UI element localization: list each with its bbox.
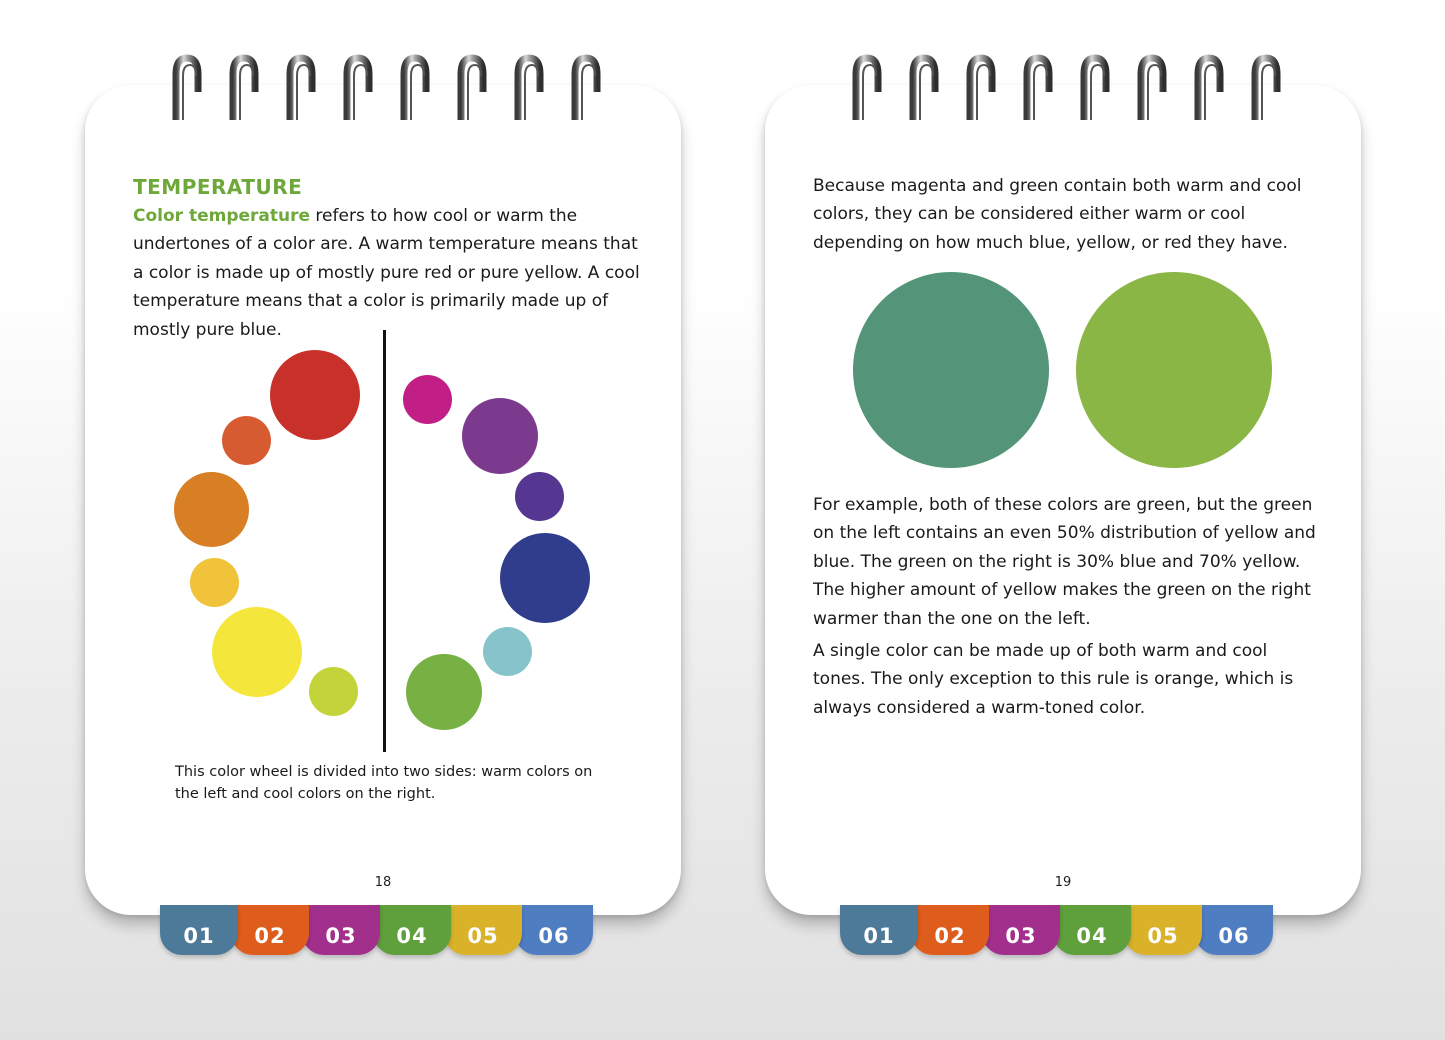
wheel-caption: This color wheel is divided into two sides: warm colors on the left and cool colors on the right.	[175, 764, 593, 802]
intro-paragraph	[133, 202, 645, 344]
paragraph-magenta-green: Because magenta and green contain both warm and cool colors, they can be considered either warm or cool depending on how much blue, yellow, or red they have.	[813, 176, 1302, 253]
left-page	[85, 85, 681, 915]
tab-04[interactable]: 04	[373, 905, 451, 955]
tab-03[interactable]: 03	[982, 905, 1060, 955]
ring-icon	[1021, 52, 1057, 122]
tab-05[interactable]: 05	[1124, 905, 1202, 955]
ring-icon	[512, 52, 548, 122]
page-number: 18	[374, 875, 392, 890]
tab-01[interactable]: 01	[160, 905, 238, 955]
tab-06[interactable]: 06	[1195, 905, 1273, 955]
ring-icon	[170, 52, 206, 122]
swatch-cool-green	[853, 272, 1049, 468]
ring-icon	[1078, 52, 1114, 122]
tab-06[interactable]: 06	[515, 905, 593, 955]
swatch-warm-green	[1076, 272, 1272, 468]
ring-icon	[227, 52, 263, 122]
color-dot-yellow	[212, 607, 302, 697]
ring-icon	[284, 52, 320, 122]
color-dot-light-blue	[483, 627, 532, 676]
tab-03[interactable]: 03	[302, 905, 380, 955]
ring-icon	[1249, 52, 1285, 122]
tab-02[interactable]: 02	[231, 905, 309, 955]
color-dot-magenta	[403, 375, 452, 424]
wheel-divider	[383, 330, 386, 752]
section-heading: TEMPERATURE	[133, 175, 303, 199]
ring-icon	[398, 52, 434, 122]
ring-icon	[964, 52, 1000, 122]
color-dot-red	[270, 350, 360, 440]
ring-icon	[341, 52, 377, 122]
ring-icon	[907, 52, 943, 122]
color-dot-blue	[500, 533, 590, 623]
tab-04[interactable]: 04	[1053, 905, 1131, 955]
color-temperature-term: Color temperature	[133, 206, 311, 226]
right-page	[765, 85, 1361, 915]
color-dot-red-orange	[222, 416, 271, 465]
color-dot-blue-violet	[515, 472, 564, 521]
tab-05[interactable]: 05	[444, 905, 522, 955]
ring-icon	[1192, 52, 1228, 122]
page-number: 19	[1054, 875, 1072, 890]
intro-text: refers to how cool or warm the undertones of a color are. A warm temperature means that a color is made up of mostly pure red or pure yellow. A cool temperature means that a color is primarily made up of mostly pure blue.	[133, 206, 640, 340]
color-dot-yellow-orange	[190, 558, 239, 607]
color-dot-purple	[462, 398, 538, 474]
tab-01[interactable]: 01	[840, 905, 918, 955]
ring-icon	[1135, 52, 1171, 122]
color-dot-yellow-green	[309, 667, 358, 716]
color-dot-green	[406, 654, 482, 730]
ring-icon	[850, 52, 886, 122]
paragraph-green-example: For example, both of these colors are green, but the green on the left contains an even 50% distribution of yellow and blue. The green on the right is 30% blue and 70% yellow. The higher amount of yellow makes the green on the right warmer than the one on the left.	[813, 495, 1316, 629]
color-dot-orange	[174, 472, 249, 547]
paragraph-exception: A single color can be made up of both warm and cool tones. The only exception to this rule is orange, which is always considered a warm-toned color.	[813, 641, 1294, 718]
ring-icon	[569, 52, 605, 122]
tab-02[interactable]: 02	[911, 905, 989, 955]
ring-icon	[455, 52, 491, 122]
